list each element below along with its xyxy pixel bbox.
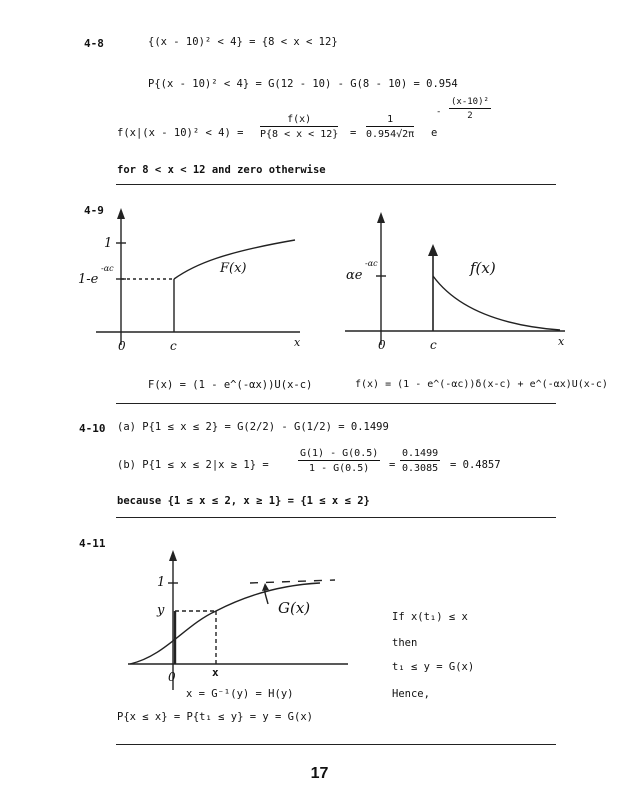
g411-tick-label-1: 1 [157,575,166,590]
graph-4-9-right [345,212,565,348]
graph-4-9-left [96,208,300,345]
problem-label-4-8: 4-8 [84,37,104,50]
eq-4-8-line2: P{(x - 10)² < 4} = G(12 - 10) - G(8 - 10) = 0.954 [148,78,458,90]
eq-4-9-cdf: F(x) = (1 - e^(-αx))U(x-c) [148,379,313,391]
left-curve-label: F(x) [220,261,247,276]
g411-cdf-curve [130,583,320,664]
b-frac2-denominator: 0.3085 [402,463,439,474]
left-x-c: c [170,339,177,353]
page-number: 17 [310,765,329,782]
g411-y-arrow [169,550,177,561]
eq-4-10-because: because {1 ≤ x ≤ 2, x ≥ 1} = {1 ≤ x ≤ 2} [117,495,370,507]
graph-4-11 [128,550,348,690]
eq-4-11-side-2: then [392,637,418,649]
eq-4-10-b-equals: = [389,459,396,471]
eq-4-10-b-result: = 0.4857 [450,459,501,471]
frac2-denominator: 0.954√2π [366,129,415,140]
eq-4-8-exp-sign: - [436,107,442,117]
left-tick-label-1: 1 [104,236,113,251]
left-y-arrow [117,208,125,219]
eq-4-8-line1: {(x - 10)² < 4} = {8 < x < 12} [148,36,338,48]
right-x-origin: 0 [378,338,386,352]
b-frac1-numerator: G(1) - G(0.5) [300,448,379,459]
eq-4-10-b-frac1 [298,448,380,474]
frac2-numerator: 1 [366,114,414,127]
eq-4-11-inverse: x = G⁻¹(y) = H(y) [186,688,294,700]
eq-4-11-side-3: t₁ ≤ y = G(x) [392,661,475,673]
g411-label-arrowhead [262,583,269,591]
problem-label-4-9: 4-9 [84,204,104,217]
problem-label-4-11: 4-11 [79,537,106,550]
eq-4-11-final: P{x ≤ x} = P{t₁ ≤ y} = y = G(x) [117,711,313,723]
eq-4-8-line3-lhs: f(x|(x - 10)² < 4) = [117,127,244,139]
divider-rule-2 [116,403,556,404]
right-x-c: c [430,338,437,352]
g411-tick-label-y: y [157,603,165,618]
left-tick-label-low: 1-e [78,272,99,287]
exponent-denominator: 2 [467,111,473,121]
right-y-arrow [377,212,385,223]
divider-rule-3 [116,517,556,518]
left-x-axis-label: x [294,336,301,349]
frac1-denominator: P{8 < x < 12} [260,129,339,140]
eq-4-10-b-lhs: (b) P{1 ≤ x ≤ 2|x ≥ 1} = [117,459,269,471]
right-curve-label: f(x) [470,259,496,277]
eq-4-10-a: (a) P{1 ≤ x ≤ 2} = G(2/2) - G(1/2) = 0.1499 [117,421,389,433]
divider-rule-4 [116,744,556,745]
right-impulse-arrow [428,244,438,256]
eq-4-8-e: e [431,127,438,139]
right-pdf-curve [433,276,560,330]
b-frac1-denominator: 1 - G(0.5) [309,463,370,474]
g411-top-dashed [250,580,335,583]
eq-4-11-side-1: If x(t₁) ≤ x [392,611,468,623]
g411-x-origin: 0 [168,670,176,684]
g411-curve-label: G(x) [278,599,311,617]
left-x-origin: 0 [118,339,126,353]
eq-4-11-side-4: Hence, [392,688,430,700]
eq-4-8-line4: for 8 < x < 12 and zero otherwise [117,164,326,176]
problem-label-4-10: 4-10 [79,422,106,435]
right-x-axis-label: x [558,335,565,348]
frac1-numerator: f(x) [260,114,338,127]
right-y-label-exp: -αc [365,259,378,268]
eq-4-9-pdf: f(x) = (1 - e^(-αc))δ(x-c) + e^(-αx)U(x-c) [355,379,608,390]
exponent-numerator: (x-10)² [451,97,489,107]
right-y-label: αe [346,268,363,283]
eq-4-10-b-frac2 [400,448,440,474]
eq-4-8-equals: = [350,127,357,139]
b-frac2-numerator: 0.1499 [402,448,439,459]
left-tick-label-low-exp: -αc [101,264,114,273]
g411-x-tick-label: x [212,666,219,679]
